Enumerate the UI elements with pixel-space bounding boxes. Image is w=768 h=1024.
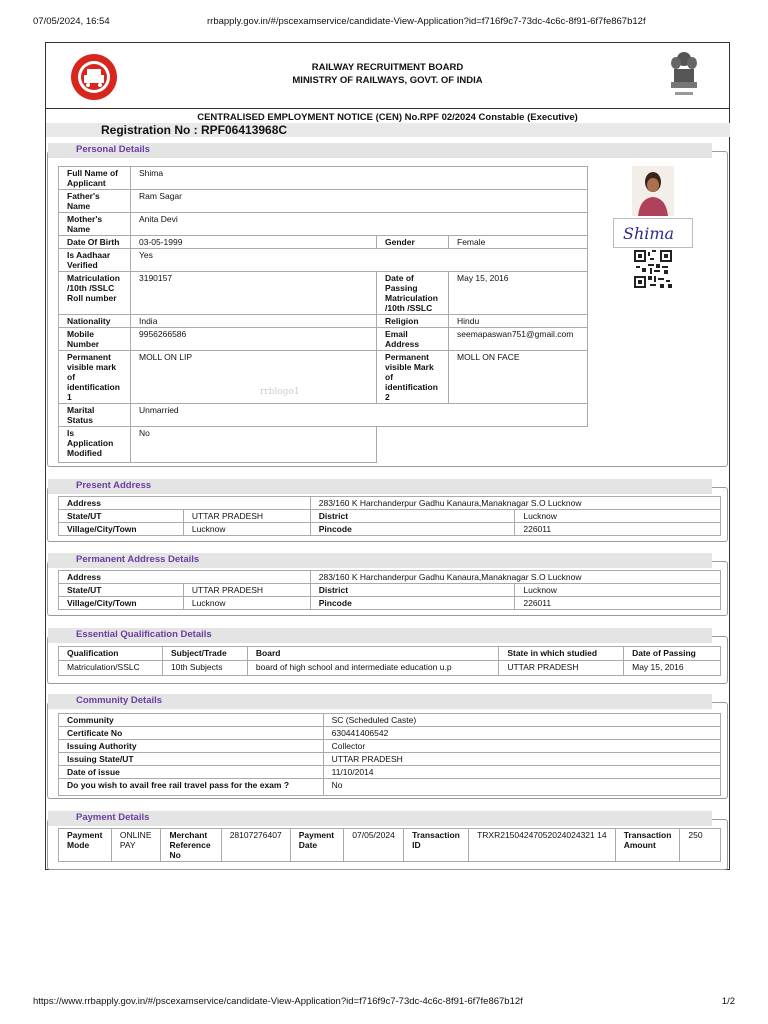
national-emblem-icon — [666, 50, 702, 102]
print-header — [33, 16, 735, 28]
signature-text: Shima — [623, 224, 675, 243]
field-label: Is Application Modified — [59, 427, 131, 463]
application-page — [45, 42, 730, 870]
field-label: Gender — [377, 236, 449, 249]
field-label: Religion — [377, 315, 449, 328]
footer-url[interactable]: https://www.rrbapply.gov.in/#/pscexamservice/candidate-View-Application?id=f716f9c7-73dc-4c6c-8f91-6f7fe867b12f — [33, 996, 523, 1007]
rail-pass-value: No — [323, 779, 720, 796]
father-name-value: Ram Sagar — [130, 190, 587, 213]
section-title: Personal Details — [76, 144, 150, 155]
present-pincode-value: 226011 — [515, 523, 721, 536]
field-label: Village/City/Town — [59, 523, 184, 536]
email-value: seemapaswan751@gmail.com — [449, 328, 588, 351]
permanent-state-value: UTTAR PRADESH — [183, 584, 310, 597]
column-header: Qualification — [59, 647, 163, 661]
issue-date-value: 11/10/2014 — [323, 766, 720, 779]
field-label: Permanent visible mark of identification 1 — [59, 351, 131, 404]
field-label: Nationality — [59, 315, 131, 328]
issue-state-value: UTTAR PRADESH — [323, 753, 720, 766]
payment-mode-value: ONLINE PAY — [111, 829, 161, 862]
field-label: Mobile Number — [59, 328, 131, 351]
field-label: Payment Mode — [59, 829, 112, 862]
personal-details-table — [58, 166, 588, 463]
field-label: Pincode — [310, 523, 515, 536]
present-address-value: 283/160 K Harchanderpur Gadhu Kanaura,Manaknagar S.O Lucknow — [310, 497, 720, 510]
field-label: Mother's Name — [59, 213, 131, 236]
table-row — [59, 661, 721, 676]
table-cell: 10th Subjects — [162, 661, 247, 676]
matric-date-value: May 15, 2016 — [449, 272, 588, 315]
field-label: Address — [59, 571, 311, 584]
section-title: Essential Qualification Details — [76, 629, 212, 640]
personal-details-section — [47, 144, 728, 467]
community-section — [47, 695, 728, 799]
permanent-address-table — [58, 570, 721, 610]
empty-cell — [377, 427, 588, 463]
section-title: Permanent Address Details — [76, 554, 200, 565]
table-cell: Matriculation/SSLC — [59, 661, 163, 676]
authority-value: Collector — [323, 740, 720, 753]
present-district-value: Lucknow — [515, 510, 721, 523]
notice-title: CENTRALISED EMPLOYMENT NOTICE (CEN) No.RPF 02/2024 Constable (Executive) — [197, 112, 578, 123]
full-name-value: Shima — [130, 167, 587, 190]
qualification-section — [47, 629, 728, 684]
section-title: Present Address — [76, 480, 152, 491]
certificate-value: 630441406542 — [323, 727, 720, 740]
section-title-bar — [48, 811, 712, 826]
organisation-name — [46, 61, 729, 87]
transaction-id-value: TRXR21504247052024024321 14 — [469, 829, 616, 862]
permanent-district-value: Lucknow — [515, 584, 721, 597]
field-label: State/UT — [59, 584, 184, 597]
column-header: Board — [247, 647, 498, 661]
field-label: Date Of Birth — [59, 236, 131, 249]
column-header: Subject/Trade — [162, 647, 247, 661]
field-label: Village/City/Town — [59, 597, 184, 610]
payment-date-value: 07/05/2024 — [344, 829, 404, 862]
permanent-pincode-value: 226011 — [515, 597, 721, 610]
page-number: 1/2 — [721, 996, 735, 1007]
mark1-value: MOLL ON LIP — [130, 351, 376, 404]
qr-code-icon — [634, 250, 672, 288]
table-cell: board of high school and intermediate education u.p — [247, 661, 498, 676]
applicant-photo — [632, 166, 674, 216]
present-state-value: UTTAR PRADESH — [183, 510, 310, 523]
field-label: District — [310, 510, 515, 523]
permanent-address-value: 283/160 K Harchanderpur Gadhu Kanaura,Manaknagar S.O Lucknow — [310, 571, 720, 584]
payment-section — [47, 812, 728, 870]
field-label: Date of issue — [59, 766, 324, 779]
community-table — [58, 713, 721, 796]
org-line-2: MINISTRY OF RAILWAYS, GOVT. OF INDIA — [292, 75, 483, 86]
registration-bar — [46, 123, 730, 137]
print-url[interactable]: rrbapply.gov.in/#/pscexamservice/candidate-View-Application?id=f716f9c7-73dc-4c6c-8f91-6f7fe867b12f — [207, 16, 646, 27]
field-label: Transaction Amount — [615, 829, 680, 862]
transaction-amount-value: 250 — [680, 829, 721, 862]
merchant-ref-value: 28107276407 — [221, 829, 290, 862]
field-label: Father's Name — [59, 190, 131, 213]
field-label: Matriculation /10th /SSLC Roll number — [59, 272, 131, 315]
field-label: Marital Status — [59, 404, 131, 427]
column-header: Date of Passing — [624, 647, 721, 661]
mobile-value: 9956266586 — [130, 328, 376, 351]
applicant-signature — [613, 218, 693, 248]
field-label: Transaction ID — [404, 829, 469, 862]
field-label: State/UT — [59, 510, 184, 523]
permanent-city-value: Lucknow — [183, 597, 310, 610]
community-value: SC (Scheduled Caste) — [323, 714, 720, 727]
watermark-text: rrblogo1 — [260, 387, 300, 397]
payment-table — [58, 828, 721, 862]
marital-value: Unmarried — [130, 404, 587, 427]
present-address-table — [58, 496, 721, 536]
field-label: Address — [59, 497, 311, 510]
table-cell: May 15, 2016 — [624, 661, 721, 676]
qualification-table — [58, 646, 721, 676]
matric-roll-value: 3190157 — [130, 272, 376, 315]
section-title-bar — [48, 694, 712, 709]
table-cell: UTTAR PRADESH — [499, 661, 624, 676]
field-label: Do you wish to avail free rail travel pass for the exam ? — [59, 779, 324, 796]
section-title-bar — [48, 628, 712, 643]
field-label: Full Name of Applicant — [59, 167, 131, 190]
section-title-bar — [48, 479, 712, 494]
nationality-value: India — [130, 315, 376, 328]
field-label: Pincode — [310, 597, 515, 610]
section-title: Payment Details — [76, 812, 150, 823]
field-label: Issuing Authority — [59, 740, 324, 753]
field-label: Certificate No — [59, 727, 324, 740]
column-header: State in which studied — [499, 647, 624, 661]
org-line-1: RAILWAY RECRUITMENT BOARD — [311, 62, 464, 73]
print-timestamp: 07/05/2024, 16:54 — [33, 16, 110, 27]
field-label: Payment Date — [290, 829, 344, 862]
field-label: Permanent visible Mark of identification 2 — [377, 351, 449, 404]
banner — [46, 43, 729, 109]
modified-value: No — [130, 427, 376, 463]
mark2-value: MOLL ON FACE — [449, 351, 588, 404]
section-title-bar — [48, 553, 712, 568]
field-label: District — [310, 584, 515, 597]
permanent-address-section — [47, 554, 728, 616]
field-label: Issuing State/UT — [59, 753, 324, 766]
field-label: Is Aadhaar Verified — [59, 249, 131, 272]
gender-value: Female — [449, 236, 588, 249]
field-label: Email Address — [377, 328, 449, 351]
field-label: Merchant Reference No — [161, 829, 221, 862]
field-label: Date of Passing Matriculation /10th /SSLC — [377, 272, 449, 315]
religion-value: Hindu — [449, 315, 588, 328]
mother-name-value: Anita Devi — [130, 213, 587, 236]
dob-value: 03-05-1999 — [130, 236, 376, 249]
present-city-value: Lucknow — [183, 523, 310, 536]
section-title: Community Details — [76, 695, 163, 706]
registration-number: Registration No : RPF06413968C — [101, 123, 288, 137]
aadhaar-value: Yes — [130, 249, 587, 272]
present-address-section — [47, 480, 728, 542]
section-title-bar — [48, 143, 712, 158]
field-label: Community — [59, 714, 324, 727]
